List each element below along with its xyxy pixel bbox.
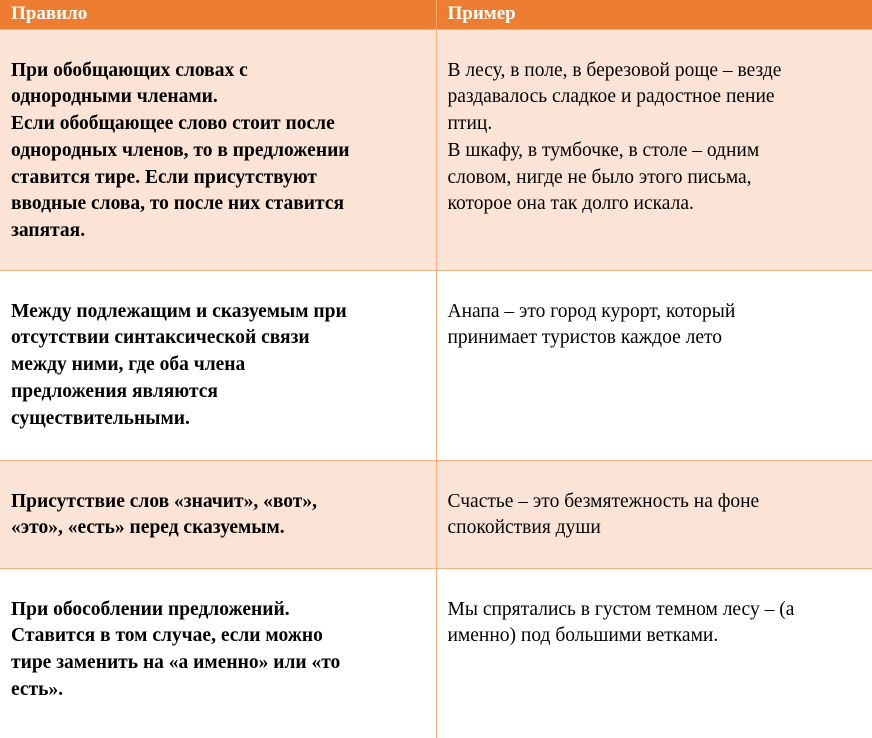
text-line: Анапа – это город курорт, который bbox=[447, 300, 736, 322]
text-line: «это», «есть» перед сказуемым. bbox=[11, 517, 285, 539]
text-line: Мы спрятались в густом темном лесу – (а bbox=[447, 598, 795, 620]
text-line: птиц. bbox=[447, 113, 493, 135]
text-line: ставится тире. Если присутствуют bbox=[11, 166, 318, 188]
text-line: отсутствии синтаксической связи bbox=[11, 327, 310, 349]
text-line: спокойствия души bbox=[447, 517, 601, 539]
text-line: запятая. bbox=[11, 220, 86, 242]
text-line: которое она так долго искала. bbox=[447, 193, 694, 215]
example-cell bbox=[436, 460, 872, 568]
text-line: Присутствие слов «значит», «вот», bbox=[11, 490, 317, 512]
rule-cell bbox=[0, 29, 436, 270]
text-line: между ними, где оба члена bbox=[11, 354, 246, 376]
text-line: тире заменить на «а именно» или «то bbox=[11, 652, 341, 674]
text-line: В лесу, в поле, в березовой роще – везде bbox=[447, 59, 782, 81]
text-line: предложения являются bbox=[11, 380, 218, 402]
table-row bbox=[0, 568, 872, 738]
text-line: раздавалось сладкое и радостное пение bbox=[447, 86, 775, 108]
text-line: Ставится в том случае, если можно bbox=[11, 625, 323, 647]
text-line: При обобщающих словах с bbox=[11, 59, 248, 81]
text-line: однородными членами. bbox=[11, 86, 218, 108]
example-cell bbox=[436, 568, 872, 738]
text-line: однородных членов, то в предложении bbox=[11, 139, 350, 161]
header-example: Пример bbox=[436, 0, 872, 29]
text-line: словом, нигде не было этого письма, bbox=[447, 166, 752, 188]
text-line: Между подлежащим и сказуемым при bbox=[11, 300, 347, 322]
text-line: Если обобщающее слово стоит после bbox=[11, 113, 335, 135]
example-cell bbox=[436, 270, 872, 460]
header-rule: Правило bbox=[0, 0, 436, 29]
rule-cell bbox=[0, 568, 436, 738]
text-line: вводные слова, то после них ставится bbox=[11, 193, 345, 215]
text-line: именно) под большими ветками. bbox=[447, 625, 719, 647]
table-row bbox=[0, 29, 872, 270]
rule-cell bbox=[0, 460, 436, 568]
rule-cell bbox=[0, 270, 436, 460]
text-line: есть». bbox=[11, 678, 64, 700]
table-row bbox=[0, 460, 872, 568]
text-line: В шкафу, в тумбочке, в столе – одним bbox=[447, 139, 760, 161]
text-line: Счастье – это безмятежность на фоне bbox=[447, 490, 760, 512]
text-line: существительными. bbox=[11, 407, 190, 429]
example-cell bbox=[436, 29, 872, 270]
table-header-row bbox=[0, 0, 872, 29]
table-row bbox=[0, 270, 872, 460]
text-line: принимает туристов каждое лето bbox=[447, 327, 723, 349]
text-line: При обособлении предложений. bbox=[11, 598, 290, 620]
